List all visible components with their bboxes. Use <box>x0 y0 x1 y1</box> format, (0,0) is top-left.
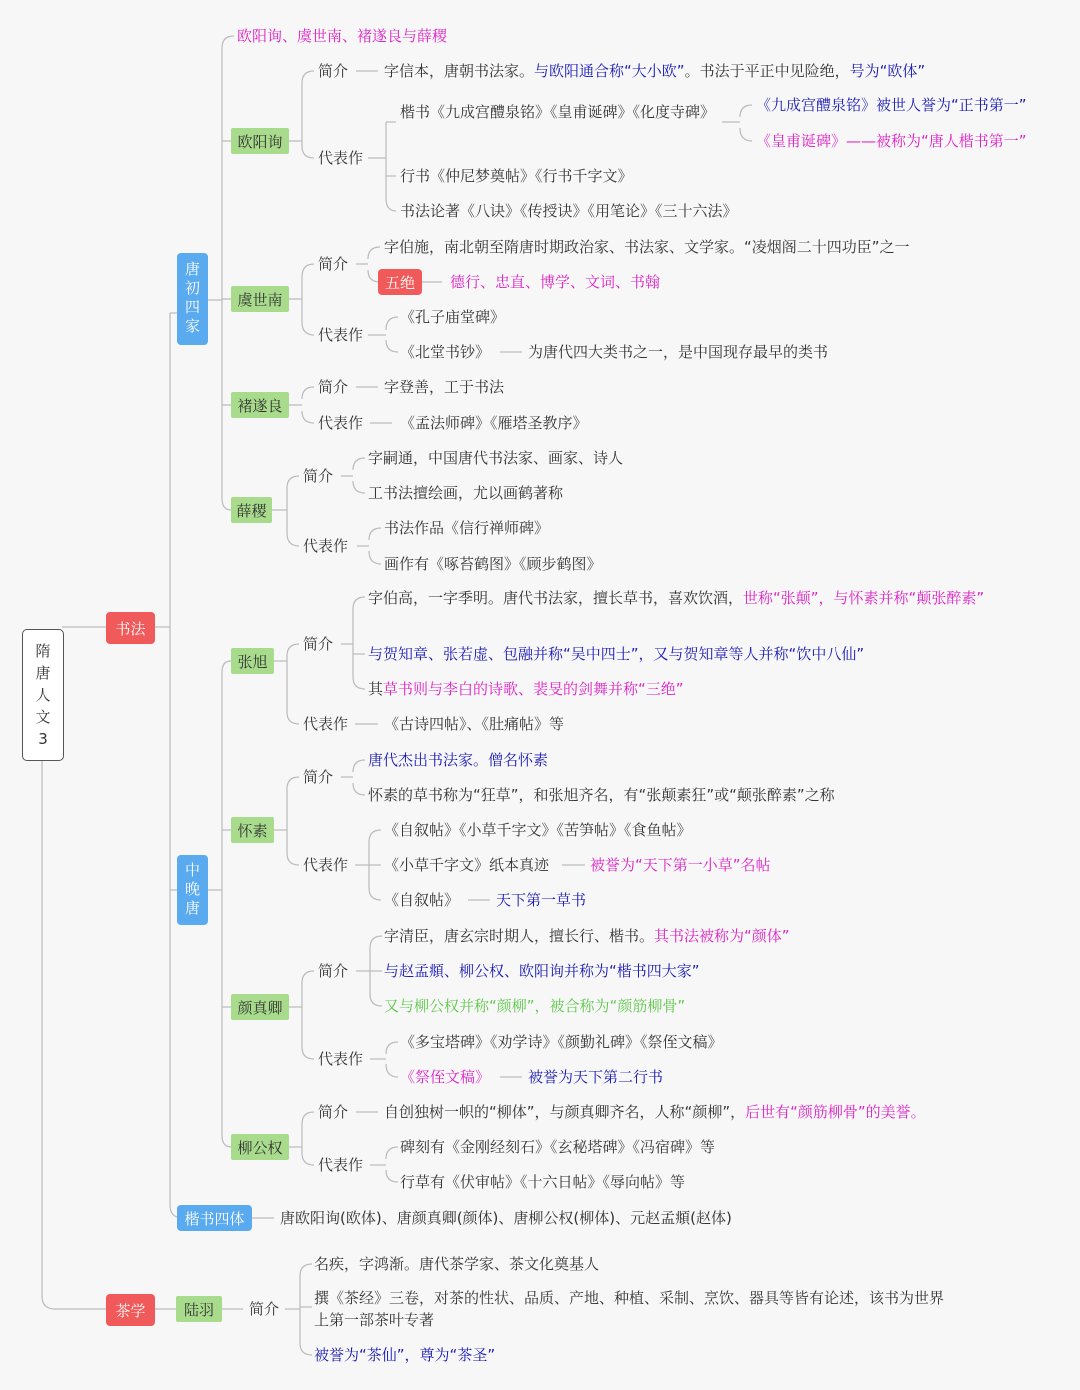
huaisu-intro2: 怀素的草书称为“狂草”，和张旭齐名，有“张颠素狂”或“颠张醉素”之称 <box>368 786 835 804</box>
person-luyu[interactable] <box>176 1296 222 1322</box>
zhangxu-intro1 <box>368 587 1008 609</box>
yanzhenqing-intro1 <box>384 926 790 946</box>
xueji-intro-label: 简介 <box>303 467 334 485</box>
zhangxu-intro3-b: 草书则与李白的诗歌、裴旻的剑舞并称“三绝” <box>383 680 684 698</box>
chusuiliang-intro-label: 简介 <box>318 378 349 396</box>
yushinan-work2-note: 为唐代四大类书之一，是中国现存最早的类书 <box>528 343 829 361</box>
yushinan-wujue: 德行、忠直、博学、文词、书翰 <box>450 273 661 291</box>
xueji-works-label: 代表作 <box>303 537 349 555</box>
period-tangchu[interactable] <box>177 253 208 345</box>
huaisu-work1: 《自叙帖》《小草千字文》《苦笋帖》《食鱼帖》 <box>384 821 692 839</box>
ouyangxun-works-kai: 楷书《九成宫醴泉铭》《皇甫诞碑》《化度寺碑》 <box>400 103 716 121</box>
period-zhongwan-label: 中晚唐 <box>183 861 201 919</box>
luyu-intro1: 名疾，字鸿渐。唐代茶学家、茶文化奠基人 <box>314 1255 600 1273</box>
huaisu-works-label: 代表作 <box>303 856 349 874</box>
huaisu-work2-note: 被誉为“天下第一小草”名帖 <box>590 856 771 874</box>
person-ouyangxun[interactable] <box>231 128 289 154</box>
luyu-intro-label: 简介 <box>249 1300 280 1318</box>
yushinan-work1: 《孔子庙堂碑》 <box>400 308 506 326</box>
liugongquan-intro-b: 后世有“颜筋柳骨”的美誉。 <box>745 1103 926 1121</box>
yushinan-works-label: 代表作 <box>318 326 364 344</box>
huaisu-work3: 《自叙帖》 <box>384 891 460 909</box>
person-chusuiliang-name: 褚遂良 <box>237 396 283 415</box>
person-huaisu[interactable] <box>231 817 274 843</box>
person-huaisu-name: 怀素 <box>237 821 268 840</box>
ouyangxun-intro-2: 与欧阳通合称“大小欧” <box>534 62 685 80</box>
ouyangxun-intro-1: 字信本，唐朝书法家。 <box>384 62 535 80</box>
person-xueji[interactable] <box>231 497 272 523</box>
tangchu-header: 欧阳询、虞世南、褚遂良与薛稷 <box>237 27 448 45</box>
yanzhenqing-intro1-b: 其书法被称为“颜体” <box>654 927 790 945</box>
huaisu-work2: 《小草千字文》纸本真迹 <box>384 856 550 874</box>
person-luyu-name: 陆羽 <box>183 1300 214 1319</box>
huaisu-work3-note: 天下第一草书 <box>496 891 587 909</box>
kaishu-siti-label: 楷书四体 <box>184 1209 245 1228</box>
kaishu-siti-text: 唐欧阳询(欧体)、唐颜真卿(颜体)、唐柳公权(柳体)、元赵孟頫(赵体) <box>280 1209 732 1227</box>
yanzhenqing-intro2: 与赵孟頫、柳公权、欧阳询并称为“楷书四大家” <box>384 962 700 980</box>
yanzhenqing-intro3: 又与柳公权并称“颜柳”，被合称为“颜筋柳骨” <box>384 997 686 1015</box>
chusuiliang-works-label: 代表作 <box>318 414 364 432</box>
ouyangxun-works-kai-note1: 《九成宫醴泉铭》被世人誉为“正书第一” <box>756 96 1027 114</box>
liugongquan-intro-a: 自创独树一帜的“柳体”，与颜真卿齐名，人称“颜柳”， <box>384 1103 746 1121</box>
yushinan-work2: 《北堂书钞》 <box>400 343 491 361</box>
ouyangxun-works-label: 代表作 <box>318 149 364 167</box>
luyu-intro3: 被誉为“茶仙”，尊为“茶圣” <box>314 1346 496 1364</box>
yanzhenqing-intro1-a: 字清臣，唐玄宗时期人，擅长行、楷书。 <box>384 927 655 945</box>
yushinan-intro: 字伯施，南北朝至隋唐时期政治家、书法家、文学家。“凌烟阁二十四功臣”之一 <box>384 238 910 256</box>
ouyangxun-intro-3: 。书法于平正中见险绝， <box>684 62 850 80</box>
person-ouyangxun-name: 欧阳询 <box>237 132 283 151</box>
yushinan-intro-label: 简介 <box>318 255 349 273</box>
person-chusuiliang[interactable] <box>231 392 289 418</box>
yushinan-wujue-tag <box>378 269 422 295</box>
huaisu-intro1: 唐代杰出书法家。僧名怀素 <box>368 751 549 769</box>
liugongquan-works-label: 代表作 <box>318 1156 364 1174</box>
period-zhongwan[interactable] <box>177 855 208 925</box>
kaishu-siti-node[interactable] <box>177 1205 252 1231</box>
xueji-intro1: 字嗣通，中国唐代书法家、画家、诗人 <box>368 449 624 467</box>
yanzhenqing-intro-label: 简介 <box>318 962 349 980</box>
zhangxu-works-label: 代表作 <box>303 715 349 733</box>
ouyangxun-intro-label: 简介 <box>318 62 349 80</box>
yushinan-wujue-label: 五绝 <box>384 273 415 292</box>
person-zhangxu-name: 张旭 <box>237 652 268 671</box>
xueji-work1: 书法作品《信行禅师碑》 <box>384 519 550 537</box>
category-chaxue[interactable] <box>106 1294 155 1326</box>
root-title: 隋唐人文3 <box>35 642 51 748</box>
xueji-intro2: 工书法擅绘画，尤以画鹤著称 <box>368 484 564 502</box>
liugongquan-intro <box>384 1102 926 1122</box>
luyu-intro2: 撰《茶经》三卷，对茶的性状、品质、产地、种植、采制、烹饮、器具等皆有论述，该书为世界上第一部茶叶专著 <box>314 1289 945 1329</box>
zhangxu-works: 《古诗四帖》、《肚痛帖》等 <box>384 715 565 733</box>
ouyangxun-works-xing: 行书《仲尼梦奠帖》《行书千字文》 <box>400 167 633 185</box>
yanzhenqing-works-label: 代表作 <box>318 1050 364 1068</box>
liugongquan-intro-label: 简介 <box>318 1103 349 1121</box>
person-yanzhenqing[interactable] <box>231 994 289 1020</box>
ouyangxun-works-kai-note2: 《皇甫诞碑》——被称为“唐人楷书第一” <box>756 132 1027 150</box>
category-shufa[interactable] <box>106 612 155 644</box>
person-liugongquan[interactable] <box>231 1134 289 1160</box>
liugongquan-work1: 碑刻有《金刚经刻石》《玄秘塔碑》《冯宿碑》等 <box>400 1138 716 1156</box>
ouyangxun-works-lun: 书法论著《八诀》《传授诀》《用笔论》《三十六法》 <box>400 202 738 220</box>
zhangxu-intro-label: 简介 <box>303 635 334 653</box>
person-yushinan-name: 虞世南 <box>237 290 283 309</box>
person-liugongquan-name: 柳公权 <box>237 1138 283 1157</box>
yanzhenqing-work2-note: 被誉为天下第二行书 <box>528 1068 664 1086</box>
zhangxu-intro2: 与贺知章、张若虚、包融并称“吴中四士”，又与贺知章等人并称“饮中八仙” <box>368 645 865 663</box>
liugongquan-work2: 行草有《伏审帖》《十六日帖》《辱向帖》等 <box>400 1173 686 1191</box>
person-xueji-name: 薛稷 <box>236 501 267 520</box>
ouyangxun-intro <box>384 61 925 81</box>
person-yanzhenqing-name: 颜真卿 <box>237 998 283 1017</box>
person-yushinan[interactable] <box>231 286 289 312</box>
zhangxu-intro1-b: 世称“张颠”，与怀素并称“颠张醉素” <box>743 589 985 607</box>
chusuiliang-works: 《孟法师碑》《雁塔圣教序》 <box>400 414 588 432</box>
ouyangxun-intro-4: 号为“欧体” <box>849 62 926 80</box>
chusuiliang-intro: 字登善，工于书法 <box>384 378 505 396</box>
zhangxu-intro1-a: 字伯高，一字季明。唐代书法家，擅长草书，喜欢饮酒， <box>368 589 744 607</box>
yanzhenqing-work1: 《多宝塔碑》《劝学诗》《颜勤礼碑》《祭侄文稿》 <box>400 1033 723 1051</box>
period-tangchu-label: 唐初四家 <box>183 261 201 337</box>
xueji-work2: 画作有《啄苔鹤图》《顾步鹤图》 <box>384 555 602 573</box>
huaisu-intro-label: 简介 <box>303 768 334 786</box>
person-zhangxu[interactable] <box>231 648 274 674</box>
zhangxu-intro3-a: 其 <box>368 680 384 698</box>
zhangxu-intro3 <box>368 679 684 699</box>
category-chaxue-label: 茶学 <box>115 1301 146 1320</box>
root-node[interactable] <box>22 629 64 761</box>
yanzhenqing-work2: 《祭侄文稿》 <box>400 1068 491 1086</box>
category-shufa-label: 书法 <box>115 619 146 638</box>
